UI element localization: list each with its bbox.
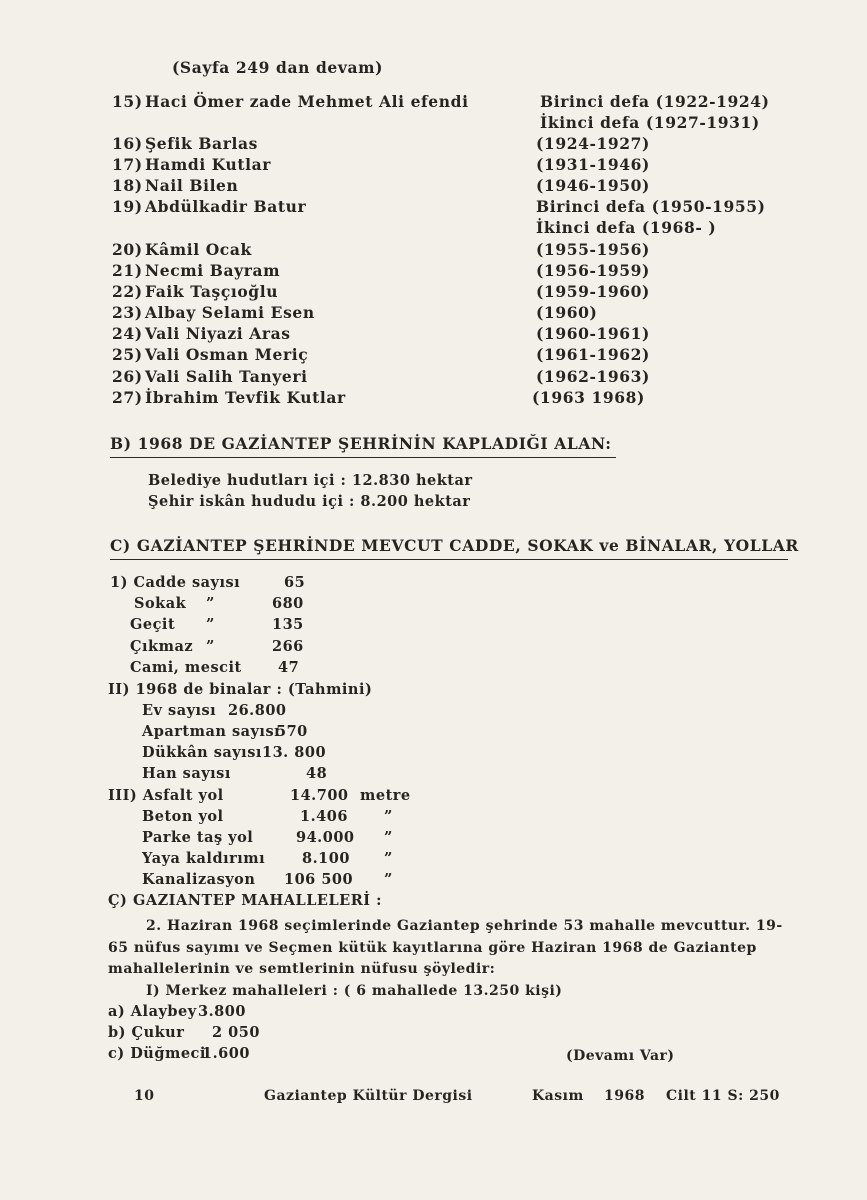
section-c-title: C) GAZİANTEP ŞEHRİNDE MEVCUT CADDE, SOKAK ve BİNALAR, YOLLAR: [110, 536, 799, 555]
item-number: 27): [112, 388, 143, 407]
item-name: Hamdi Kutlar: [145, 155, 272, 174]
item-years: (1963 1968): [532, 388, 645, 407]
road-unit: ”: [384, 871, 393, 888]
item-years: (1959-1960): [536, 282, 650, 301]
street-label: Sokak: [134, 595, 187, 612]
list-item: [0, 197, 867, 219]
item-number: 24): [112, 324, 143, 343]
street-value: 47: [278, 659, 300, 676]
district-label: a) Alaybey: [108, 1003, 197, 1020]
item-number: 16): [112, 134, 143, 153]
road-unit: ”: [384, 829, 393, 846]
road-value: 1.406: [300, 808, 348, 825]
section-b-line: Belediye hudutları içi : 12.830 hektar: [148, 472, 473, 489]
list-item: [0, 282, 867, 304]
item-name: Nail Bilen: [145, 176, 239, 195]
building-value: 48: [306, 765, 328, 782]
district-label: b) Çukur: [108, 1024, 185, 1041]
item-years: (1955-1956): [536, 240, 650, 259]
item-years: (1946-1950): [536, 176, 650, 195]
list-item: [0, 388, 867, 410]
list-item: [0, 113, 867, 135]
building-value: 26.800: [228, 702, 287, 719]
list-item: [0, 574, 867, 596]
road-unit: metre: [360, 787, 411, 804]
list-item: [0, 616, 867, 638]
road-label: Kanalizasyon: [142, 871, 256, 888]
continued-note: (Devamı Var): [566, 1048, 675, 1064]
district-value: 2 050: [212, 1024, 260, 1041]
item-name: Şefik Barlas: [145, 134, 258, 153]
list-item: [0, 808, 867, 830]
item-number: 17): [112, 155, 143, 174]
section-b-title: B) 1968 DE GAZİANTEP ŞEHRİNİN KAPLADIĞI ALAN:: [110, 434, 612, 453]
item-number: 26): [112, 367, 143, 386]
journal-name: Gaziantep Kültür Dergisi: [264, 1088, 473, 1104]
road-label: Parke taş yol: [142, 829, 254, 846]
section-c-rule: [110, 559, 788, 560]
list-item: [0, 303, 867, 325]
list-item: [0, 1045, 867, 1067]
road-label: III) Asfalt yol: [108, 787, 224, 804]
center-districts-line: I) Merkez mahalleleri : ( 6 mahallede 13.250 kişi): [146, 983, 563, 999]
road-value: 94.000: [296, 829, 355, 846]
item-years: İkinci defa (1968- ): [536, 218, 717, 237]
item-number: 23): [112, 303, 143, 322]
district-value: 3.800: [198, 1003, 246, 1020]
list-item: [0, 176, 867, 198]
list-item: [0, 261, 867, 283]
item-years: (1924-1927): [536, 134, 650, 153]
building-label: Apartman sayısı: [142, 723, 281, 740]
item-number: 18): [112, 176, 143, 195]
item-years: (1962-1963): [536, 367, 650, 386]
item-years: Birinci defa (1950-1955): [536, 197, 766, 216]
road-value: 106 500: [284, 871, 354, 888]
item-number: 21): [112, 261, 143, 280]
street-value: 65: [284, 574, 306, 591]
item-number: 25): [112, 345, 143, 364]
item-name: İbrahim Tevfik Kutlar: [145, 388, 346, 407]
list-item: [0, 345, 867, 367]
item-name: Faik Taşçıoğlu: [145, 282, 279, 301]
item-years: (1960): [536, 303, 598, 322]
street-label: Geçit: [130, 616, 176, 633]
list-item: [0, 638, 867, 660]
list-item: [0, 871, 867, 893]
item-name: Vali Niyazi Aras: [145, 324, 291, 343]
list-item: [0, 765, 867, 787]
street-value: 135: [272, 616, 304, 633]
road-value: 14.700: [290, 787, 349, 804]
section-cc-title: Ç) GAZIANTEP MAHALLELERİ :: [108, 892, 382, 909]
item-number: 22): [112, 282, 143, 301]
list-item: [0, 324, 867, 346]
road-label: Yaya kaldırımı: [142, 850, 266, 867]
street-value: 266: [272, 638, 304, 655]
list-item: [0, 829, 867, 851]
district-label: c) Düğmeci: [108, 1045, 206, 1062]
footer-year: 1968: [604, 1088, 645, 1104]
item-years: İkinci defa (1927-1931): [540, 113, 760, 132]
street-label: Cami, mescit: [130, 659, 242, 676]
paragraph-line: mahallelerinin ve semtlerinin nüfusu şöyledir:: [108, 961, 496, 977]
item-name: Kâmil Ocak: [145, 240, 252, 259]
building-value: 13. 800: [262, 744, 327, 761]
street-value: 680: [272, 595, 304, 612]
list-item: [0, 723, 867, 745]
footer-month: Kasım: [532, 1088, 584, 1104]
list-item: [0, 92, 867, 114]
list-item: [0, 367, 867, 389]
section-b-rule: [110, 457, 616, 458]
list-item: [0, 744, 867, 766]
list-item: [0, 134, 867, 156]
building-label: Ev sayısı: [142, 702, 217, 719]
road-unit: ”: [384, 850, 393, 867]
continuation-header: (Sayfa 249 dan devam): [172, 58, 384, 77]
street-ditto: ”: [206, 616, 215, 633]
item-years: Birinci defa (1922-1924): [540, 92, 770, 111]
street-label: Çıkmaz: [130, 638, 194, 655]
list-item: [0, 155, 867, 177]
street-ditto: ”: [206, 638, 215, 655]
item-number: 15): [112, 92, 143, 111]
item-years: (1956-1959): [536, 261, 650, 280]
list-item: [0, 702, 867, 724]
road-label: Beton yol: [142, 808, 224, 825]
list-item: [0, 1024, 867, 1046]
paragraph-line: 2. Haziran 1968 seçimlerinde Gaziantep şehrinde 53 mahalle mevcuttur. 19-: [146, 918, 783, 934]
paragraph-line: 65 nüfus sayımı ve Seçmen kütük kayıtlarına göre Haziran 1968 de Gaziantep: [108, 940, 757, 956]
building-value: 570: [276, 723, 308, 740]
section-b-line: Şehir iskân hududu içi : 8.200 hektar: [148, 493, 471, 510]
list-item: [0, 240, 867, 262]
item-name: Haci Ömer zade Mehmet Ali efendi: [145, 92, 469, 111]
item-years: (1960-1961): [536, 324, 650, 343]
list-item: [0, 595, 867, 617]
item-number: 19): [112, 197, 143, 216]
list-item: [0, 1003, 867, 1025]
district-value: 1.600: [202, 1045, 250, 1062]
item-years: (1931-1946): [536, 155, 650, 174]
building-label: Dükkân sayısı: [142, 744, 262, 761]
buildings-title: II) 1968 de binalar : (Tahmini): [108, 681, 373, 698]
list-item: [0, 850, 867, 872]
street-label: 1) Cadde sayısı: [110, 574, 241, 591]
item-name: Vali Osman Meriç: [145, 345, 309, 364]
list-item: [0, 218, 867, 240]
list-item: [0, 659, 867, 681]
street-ditto: ”: [206, 595, 215, 612]
item-name: Vali Salih Tanyeri: [145, 367, 308, 386]
item-number: 20): [112, 240, 143, 259]
item-years: (1961-1962): [536, 345, 650, 364]
list-item: [0, 787, 867, 809]
building-label: Han sayısı: [142, 765, 231, 782]
road-unit: ”: [384, 808, 393, 825]
item-name: Necmi Bayram: [145, 261, 281, 280]
footer-volume: Cilt 11 S: 250: [666, 1088, 780, 1104]
road-value: 8.100: [302, 850, 350, 867]
item-name: Albay Selami Esen: [145, 303, 315, 322]
page-number: 10: [134, 1088, 155, 1104]
item-name: Abdülkadir Batur: [145, 197, 307, 216]
